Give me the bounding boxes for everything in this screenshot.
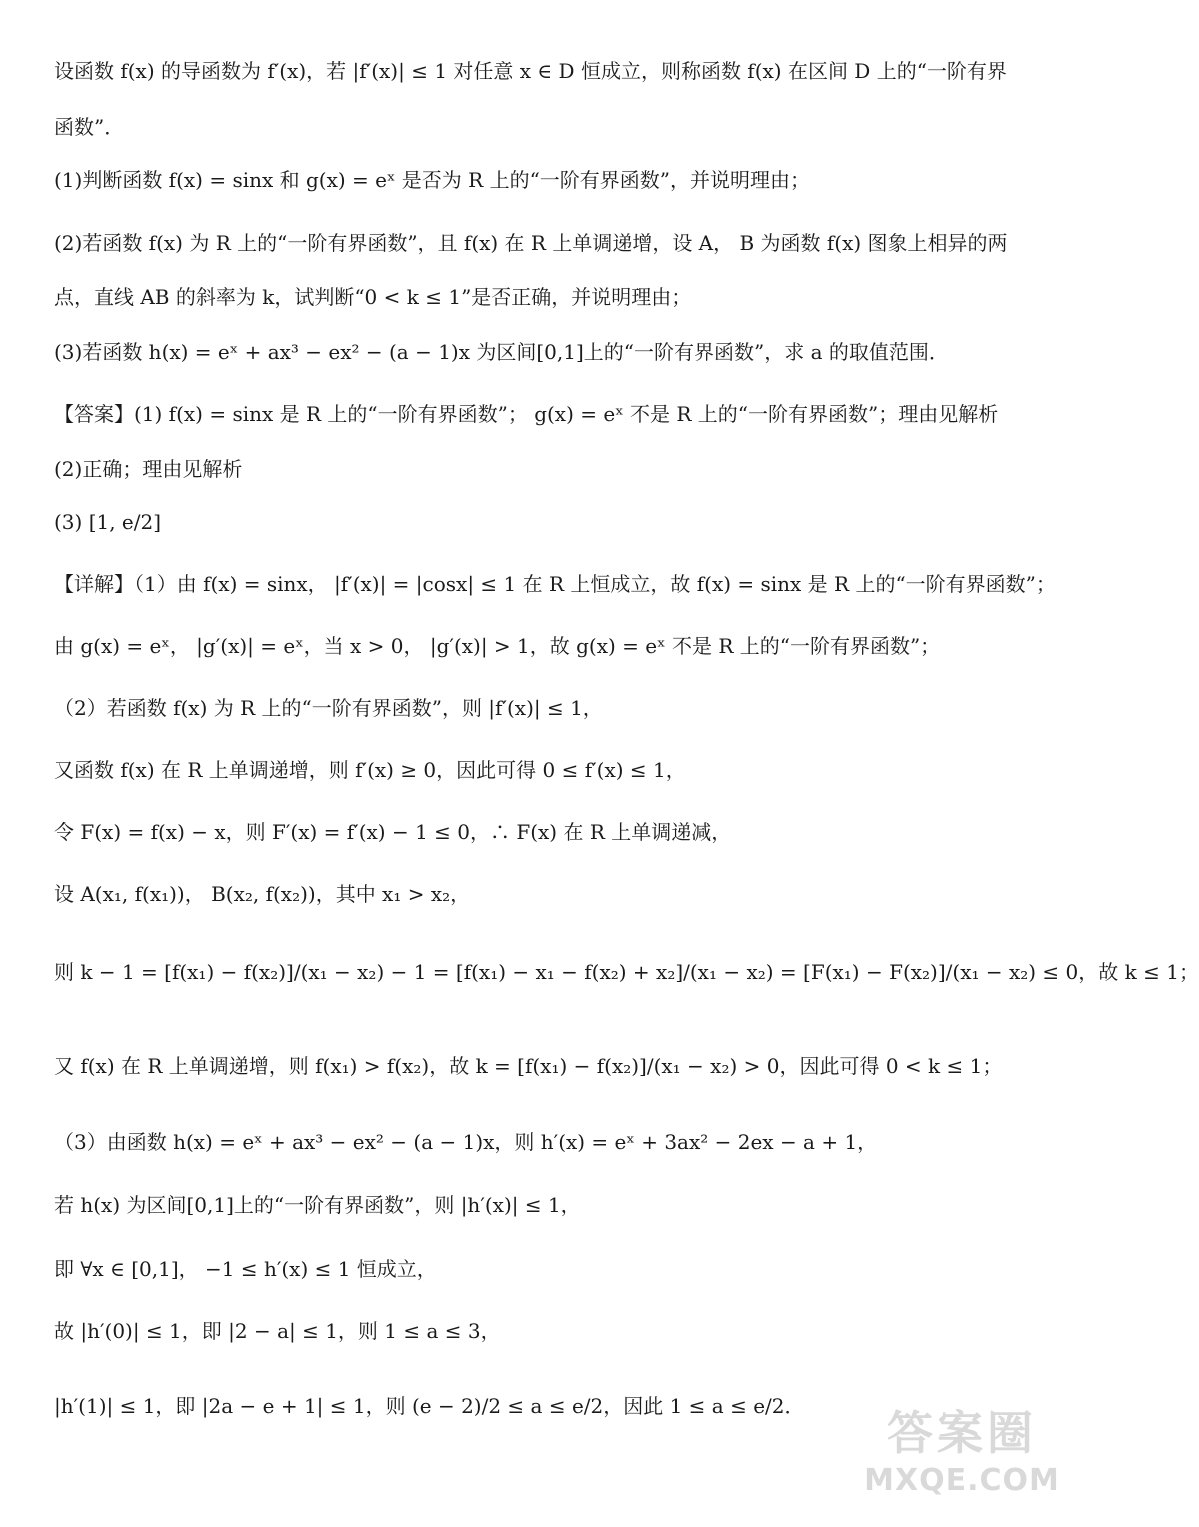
answer-1: 【答案】(1) f(x) = sinx 是 R 上的“一阶有界函数”； g(x) = eˣ 不是 R 上的“一阶有界函数”；理由见解析 bbox=[54, 402, 999, 426]
detail-2-line-3: 令 F(x) = f(x) − x，则 F′(x) = f′(x) − 1 ≤ 0，∴ F(x) 在 R 上单调递减， bbox=[54, 820, 732, 844]
problem-intro-line-1: 设函数 f(x) 的导函数为 f′(x)，若 |f′(x)| ≤ 1 对任意 x ∈ D 恒成立，则称函数 f(x) 在区间 D 上的“一阶有界 bbox=[54, 59, 1007, 83]
question-1: (1)判断函数 f(x) = sinx 和 g(x) = eˣ 是否为 R 上的“一阶有界函数”，并说明理由； bbox=[54, 168, 811, 192]
question-2-line-2: 点，直线 AB 的斜率为 k，试判断“0 < k ≤ 1”是否正确，并说明理由； bbox=[54, 285, 692, 309]
question-3: (3)若函数 h(x) = eˣ + ax³ − ex² − (a − 1)x 为区间[0,1]上的“一阶有界函数”，求 a 的取值范围． bbox=[54, 340, 949, 364]
watermark-logo bbox=[862, 1403, 1062, 1513]
detail-2-line-5: 则 k − 1 = [f(x₁) − f(x₂)]/(x₁ − x₂) − 1 = [f(x₁) − x₁ − f(x₂) + x₂]/(x₁ − x₂) = [F(x₁) − F(x₂)]/(x₁ − x₂) ≤ 0，故 k ≤ 1； bbox=[54, 960, 1199, 984]
detail-2-line-6: 又 f(x) 在 R 上单调递增，则 f(x₁) > f(x₂)，故 k = [f(x₁) − f(x₂)]/(x₁ − x₂) > 0，因此可得 0 < k ≤ 1； bbox=[54, 1054, 1003, 1078]
detail-1-line-2: 由 g(x) = eˣ， |g′(x)| = eˣ，当 x > 0， |g′(x)| > 1，故 g(x) = eˣ 不是 R 上的“一阶有界函数”； bbox=[54, 634, 941, 658]
detail-3-line-5: |h′(1)| ≤ 1，即 |2a − e + 1| ≤ 1，则 (e − 2)/2 ≤ a ≤ e/2，因此 1 ≤ a ≤ e/2． bbox=[54, 1394, 805, 1418]
detail-3-line-4: 故 |h′(0)| ≤ 1，即 |2 − a| ≤ 1，则 1 ≤ a ≤ 3， bbox=[54, 1319, 501, 1343]
question-2-line-1: (2)若函数 f(x) 为 R 上的“一阶有界函数”，且 f(x) 在 R 上单调递增，设 A， B 为函数 f(x) 图象上相异的两 bbox=[54, 231, 1008, 255]
answer-2: (2)正确；理由见解析 bbox=[54, 457, 243, 481]
detail-3-line-2: 若 h(x) 为区间[0,1]上的“一阶有界函数”，则 |h′(x)| ≤ 1， bbox=[54, 1193, 581, 1217]
detail-2-line-2: 又函数 f(x) 在 R 上单调递增，则 f′(x) ≥ 0，因此可得 0 ≤ f′(x) ≤ 1， bbox=[54, 758, 686, 782]
detail-2-line-4: 设 A(x₁, f(x₁))， B(x₂, f(x₂))，其中 x₁ > x₂， bbox=[54, 882, 471, 906]
detail-1-line-1: 【详解】（1）由 f(x) = sinx， |f′(x)| = |cosx| ≤ 1 在 R 上恒成立，故 f(x) = sinx 是 R 上的“一阶有界函数”； bbox=[54, 572, 1056, 596]
detail-3-line-3: 即 ∀x ∈ [0,1]， −1 ≤ h′(x) ≤ 1 恒成立， bbox=[54, 1257, 437, 1281]
problem-intro-line-2: 函数”． bbox=[54, 115, 125, 139]
detail-3-line-1: （3）由函数 h(x) = eˣ + ax³ − ex² − (a − 1)x，则 h′(x) = eˣ + 3ax² − 2ex − a + 1， bbox=[54, 1130, 878, 1154]
watermark-bottom: MXQE.COM bbox=[864, 1463, 1060, 1498]
answer-3: (3) [1, e/2] bbox=[54, 510, 162, 534]
watermark-top: 答案圈 bbox=[887, 1406, 1037, 1460]
detail-2-line-1: （2）若函数 f(x) 为 R 上的“一阶有界函数”，则 |f′(x)| ≤ 1， bbox=[54, 696, 603, 720]
